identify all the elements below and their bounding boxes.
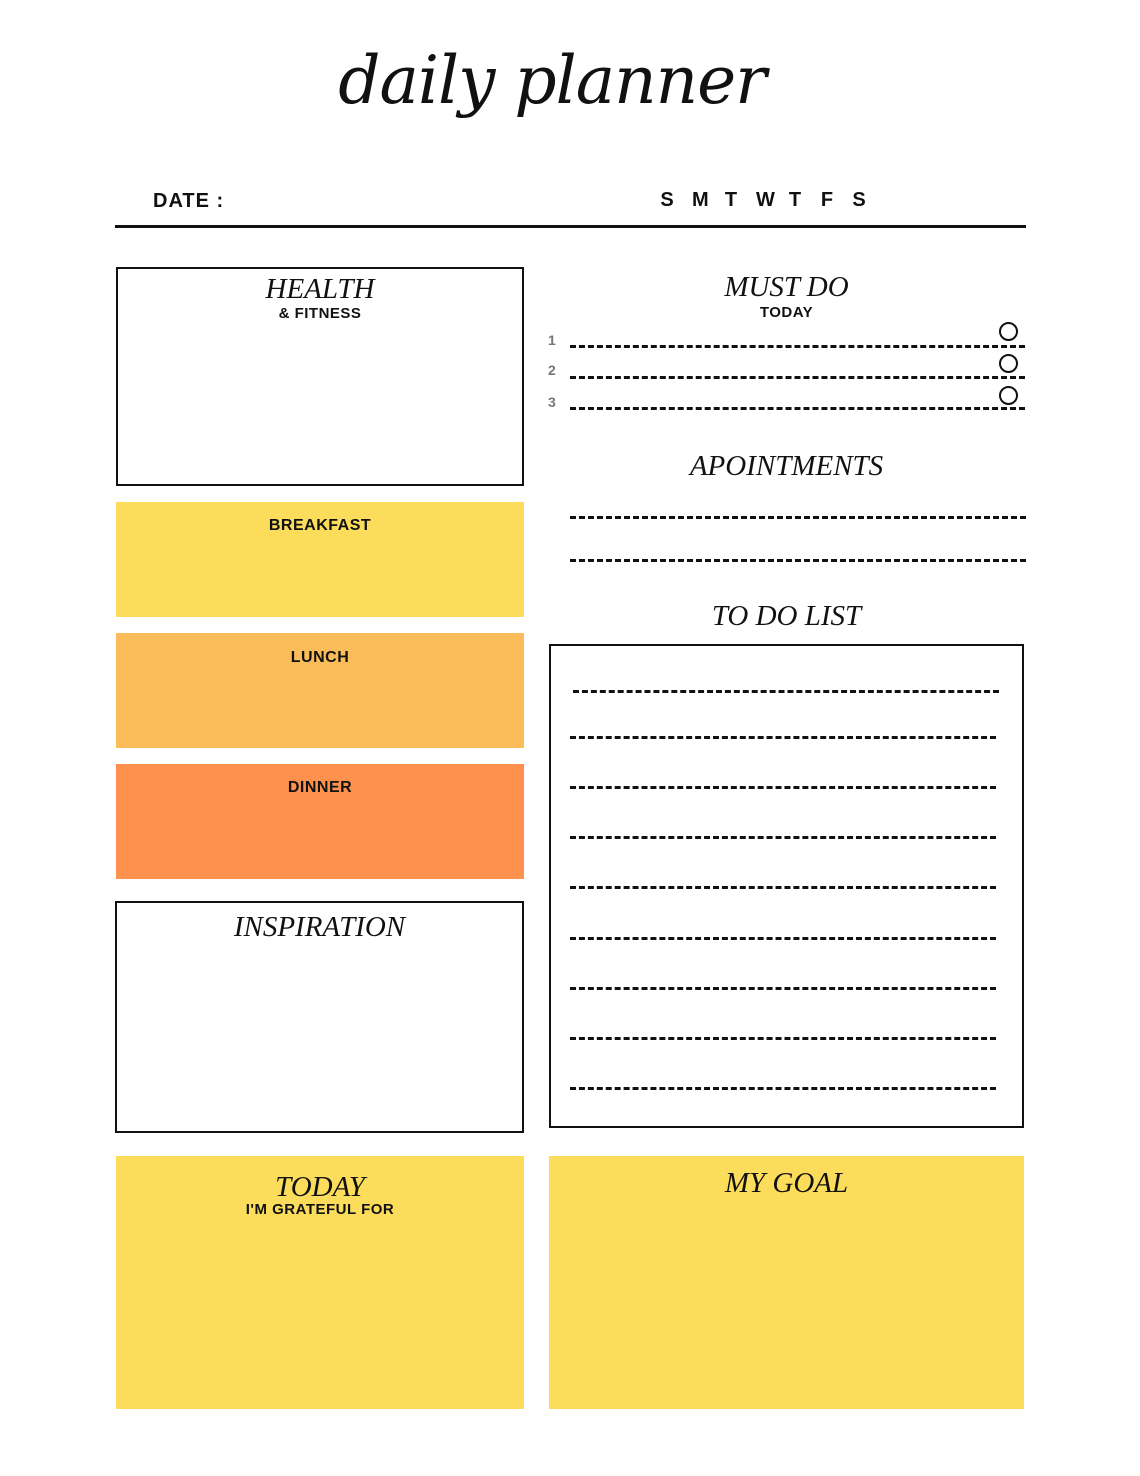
- must-do-line-3[interactable]: [570, 407, 1025, 410]
- todo-line[interactable]: [570, 886, 996, 889]
- lunch-box[interactable]: [116, 633, 524, 748]
- weekday-thursday[interactable]: T: [788, 189, 802, 211]
- must-do-number: 1: [548, 332, 556, 348]
- inspiration-box[interactable]: [115, 901, 524, 1133]
- todo-line[interactable]: [570, 1037, 996, 1040]
- my-goal-title: MY GOAL: [724, 1167, 849, 1199]
- todo-title: TO DO LIST: [711, 600, 862, 632]
- must-do-title: MUST DO: [724, 271, 849, 303]
- grateful-box[interactable]: [116, 1156, 524, 1409]
- todo-line[interactable]: [570, 786, 996, 789]
- inspiration-title: INSPIRATION: [233, 911, 406, 943]
- weekday-selector: [660, 189, 866, 212]
- health-subtitle: & FITNESS: [278, 305, 362, 322]
- must-do-number: 3: [548, 394, 556, 410]
- must-do-line-1[interactable]: [570, 345, 1025, 348]
- weekday-sunday[interactable]: S: [660, 189, 674, 211]
- header-divider: [115, 225, 1026, 228]
- health-fitness-box[interactable]: [116, 267, 524, 486]
- grateful-subtitle: I'M GRATEFUL FOR: [245, 1201, 395, 1218]
- dinner-label: DINNER: [287, 779, 353, 796]
- must-do-line-2[interactable]: [570, 376, 1025, 379]
- weekday-wednesday[interactable]: W: [756, 189, 775, 211]
- weekday-monday[interactable]: M: [692, 189, 709, 211]
- appointment-line-2[interactable]: [570, 559, 1026, 562]
- lunch-label: LUNCH: [290, 649, 350, 666]
- must-do-number: 2: [548, 362, 556, 378]
- grateful-title: TODAY: [275, 1171, 365, 1203]
- todo-list-box: [549, 644, 1024, 1128]
- appointment-line-1[interactable]: [570, 516, 1026, 519]
- checkbox-circle-icon[interactable]: [999, 354, 1018, 373]
- weekday-saturday[interactable]: S: [852, 189, 866, 211]
- must-do-subtitle: TODAY: [759, 304, 814, 321]
- appointments-title: APOINTMENTS: [689, 450, 884, 482]
- todo-line[interactable]: [570, 937, 996, 940]
- weekday-friday[interactable]: F: [820, 189, 834, 211]
- todo-line[interactable]: [573, 690, 999, 693]
- todo-line[interactable]: [570, 1087, 996, 1090]
- weekday-tuesday[interactable]: T: [724, 189, 738, 211]
- dinner-box[interactable]: [116, 764, 524, 879]
- checkbox-circle-icon[interactable]: [999, 386, 1018, 405]
- my-goal-box[interactable]: [549, 1156, 1024, 1409]
- todo-line[interactable]: [570, 736, 996, 739]
- todo-line[interactable]: [570, 987, 996, 990]
- date-label: DATE :: [153, 190, 225, 212]
- breakfast-box[interactable]: [116, 502, 524, 617]
- checkbox-circle-icon[interactable]: [999, 322, 1018, 341]
- health-title: HEALTH: [265, 273, 375, 305]
- breakfast-label: BREAKFAST: [268, 517, 372, 534]
- page-title: daily planner: [338, 42, 766, 119]
- todo-line[interactable]: [570, 836, 996, 839]
